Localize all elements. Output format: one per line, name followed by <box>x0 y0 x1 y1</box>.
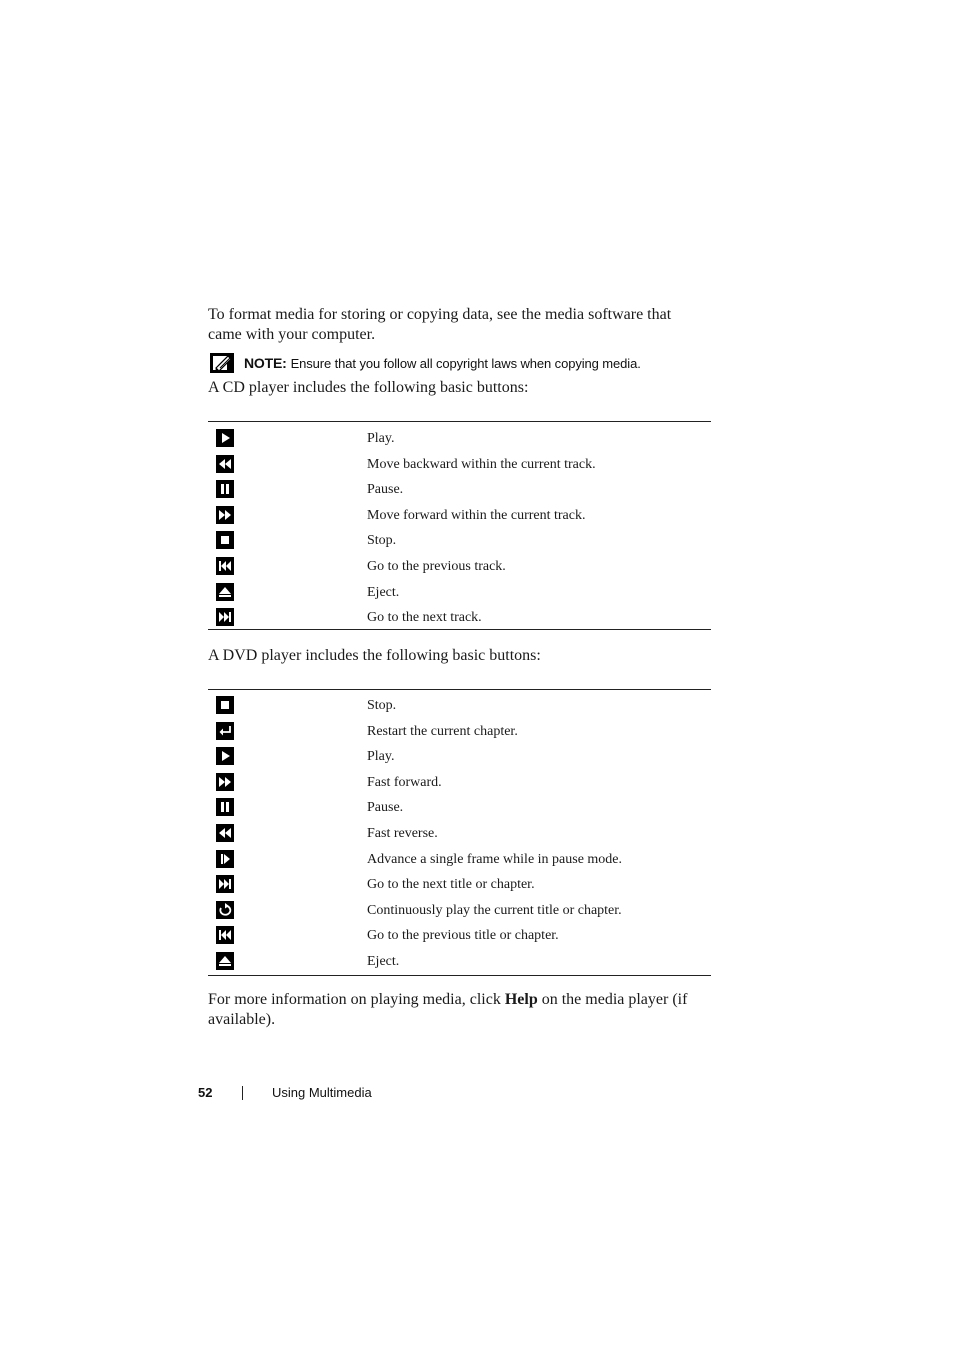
play-icon <box>216 429 234 447</box>
note-pencil-icon <box>210 353 234 373</box>
dvd-row <box>208 821 711 847</box>
help-text-before: For more information on playing media, click <box>208 991 505 1008</box>
dvd-description: Pause. <box>367 800 404 816</box>
page-number: 52 <box>198 1085 213 1100</box>
previous-track-icon <box>216 926 234 944</box>
note-text: Ensure that you follow all copyright laws when copying media. <box>290 355 641 371</box>
section-title: Using Multimedia <box>272 1085 372 1100</box>
fast-forward-icon <box>216 773 234 791</box>
cd-description: Move forward within the current track. <box>367 507 586 523</box>
next-track-icon <box>216 608 234 626</box>
dvd-row <box>208 847 711 873</box>
help-paragraph <box>208 990 703 1030</box>
frame-advance-icon <box>216 850 234 868</box>
cd-row <box>208 580 711 606</box>
repeat-icon <box>216 901 234 919</box>
dvd-row <box>208 770 711 796</box>
dvd-description: Fast reverse. <box>367 825 438 841</box>
cd-description: Go to the next track. <box>367 610 482 626</box>
dvd-row <box>208 744 711 770</box>
rewind-icon <box>216 824 234 842</box>
dvd-intro-text: A DVD player includes the following basic buttons: <box>208 647 541 664</box>
dvd-description: Advance a single frame while in pause mode. <box>367 851 623 867</box>
rewind-icon <box>216 455 234 473</box>
dvd-description: Stop. <box>367 698 397 713</box>
cd-description: Pause. <box>367 482 404 498</box>
previous-track-icon <box>216 557 234 575</box>
help-text-after: on the media player (if available). <box>208 991 688 1028</box>
cd-intro-text: A CD player includes the following basic buttons: <box>208 379 529 396</box>
dvd-description: Fast forward. <box>367 774 442 790</box>
dvd-description: Go to the next title or chapter. <box>367 877 535 893</box>
cd-row <box>208 554 711 580</box>
dvd-row <box>208 949 711 975</box>
intro-paragraph: To format media for storing or copying data, see the media software that came with your computer. <box>208 306 672 343</box>
fast-forward-icon <box>216 506 234 524</box>
cd-description: Play. <box>367 431 395 446</box>
eject-icon <box>216 583 234 601</box>
cd-row <box>208 503 711 529</box>
eject-icon <box>216 952 234 970</box>
dvd-row <box>208 923 711 949</box>
restart-chapter-icon <box>216 722 234 740</box>
cd-row <box>208 528 711 554</box>
cd-row <box>208 477 711 503</box>
pause-icon <box>216 480 234 498</box>
dvd-row <box>208 795 711 821</box>
dvd-buttons-table <box>208 689 711 976</box>
note-label: NOTE: <box>244 355 287 371</box>
stop-icon <box>216 531 234 549</box>
play-icon <box>216 747 234 765</box>
pause-icon <box>216 798 234 816</box>
cd-buttons-table <box>208 421 711 630</box>
dvd-description: Play. <box>367 749 395 765</box>
dvd-row <box>208 693 711 719</box>
dvd-description: Eject. <box>367 953 400 969</box>
note-callout <box>210 352 710 374</box>
help-keyword: Help <box>504 991 538 1008</box>
next-track-icon <box>216 875 234 893</box>
cd-row <box>208 605 711 631</box>
stop-icon <box>216 696 234 714</box>
cd-row <box>208 426 711 452</box>
dvd-description: Go to the previous title or chapter. <box>367 928 559 944</box>
dvd-row <box>208 898 711 924</box>
cd-description: Go to the previous track. <box>367 558 506 574</box>
cd-description: Move backward within the current track. <box>367 456 596 472</box>
footer-separator <box>242 1086 243 1100</box>
dvd-row <box>208 719 711 745</box>
dvd-row <box>208 872 711 898</box>
dvd-description: Continuously play the current title or chapter. <box>367 902 622 918</box>
cd-description: Stop. <box>367 533 397 549</box>
cd-row <box>208 452 711 478</box>
cd-description: Eject. <box>367 584 400 600</box>
dvd-description: Restart the current chapter. <box>367 723 518 739</box>
